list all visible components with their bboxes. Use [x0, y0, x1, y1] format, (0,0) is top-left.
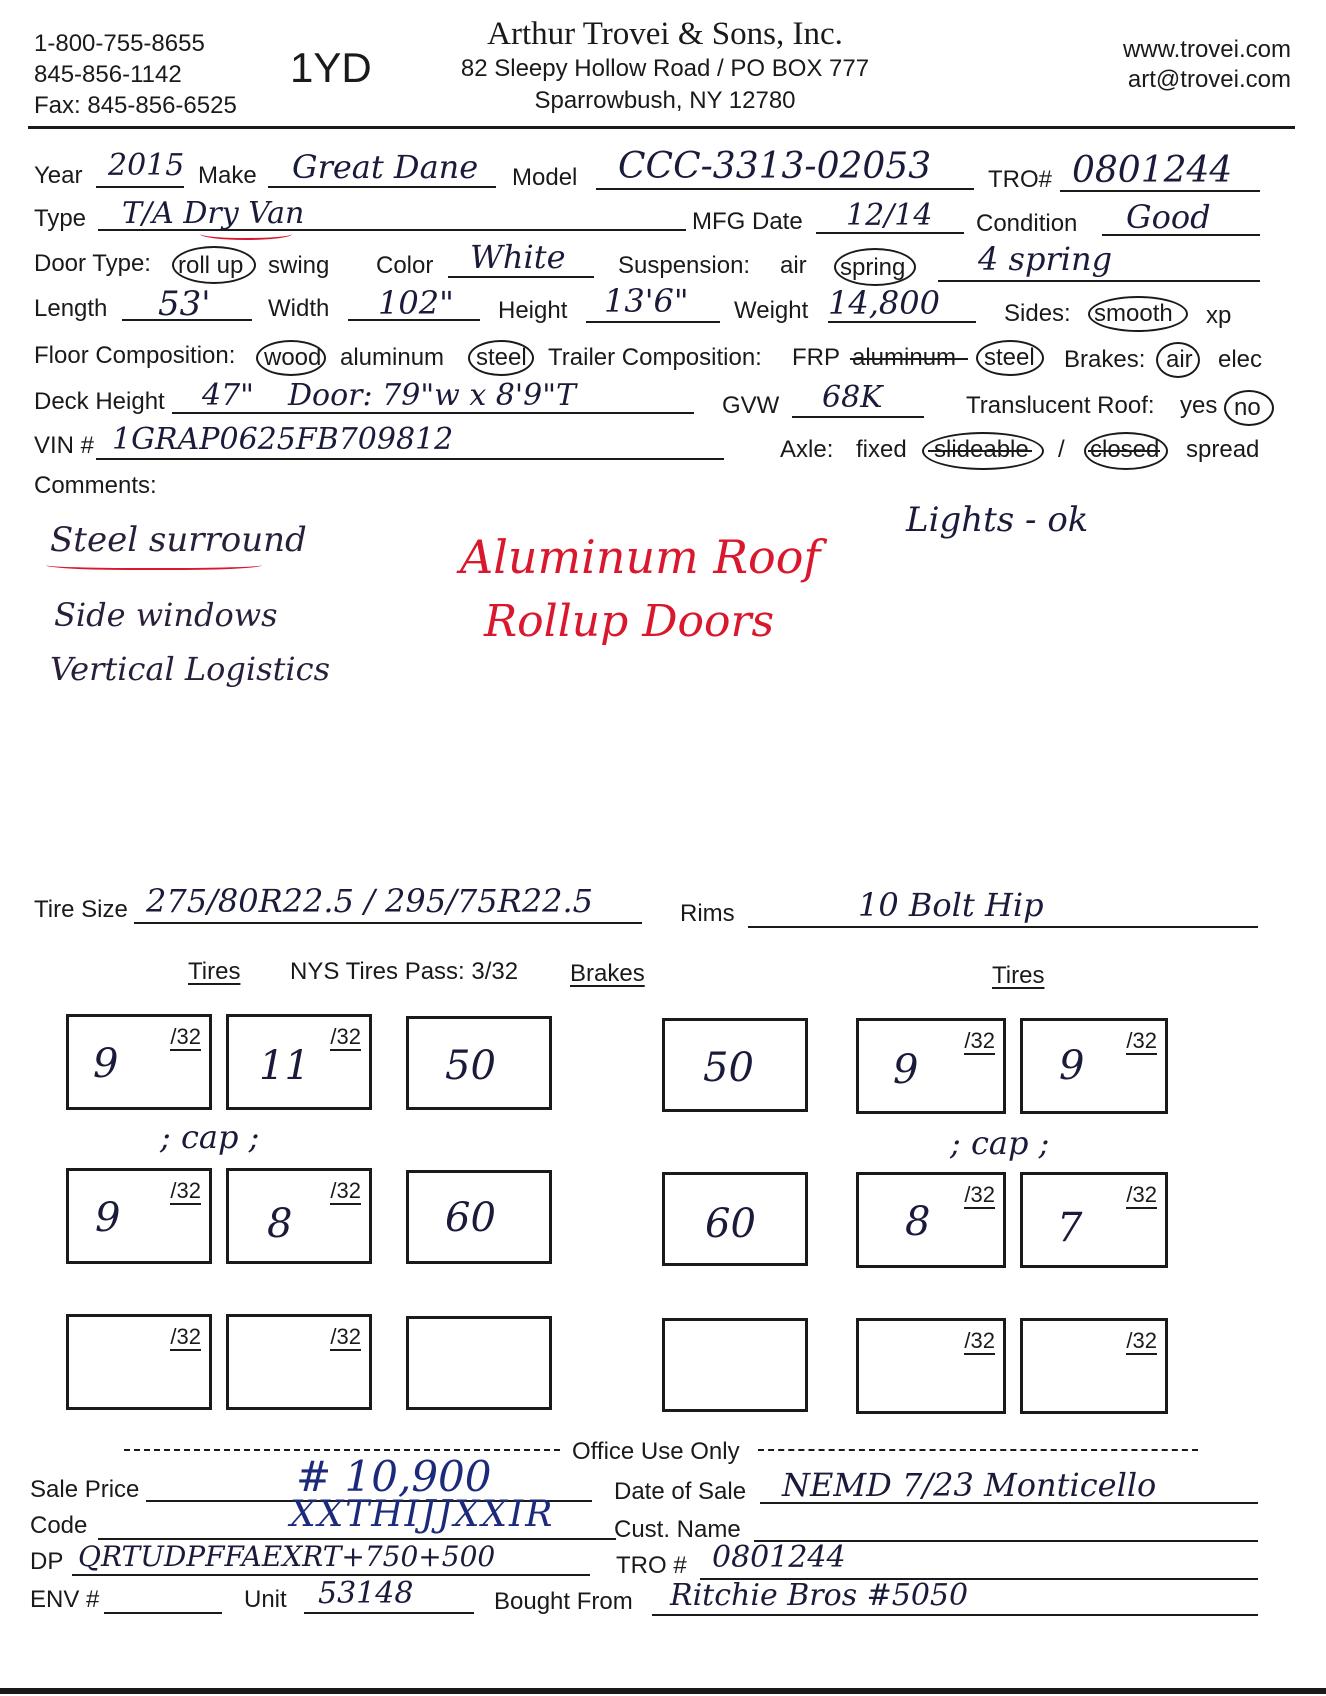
- dp-label: DP: [30, 1548, 64, 1575]
- address-line-1: 82 Sleepy Hollow Road / PO BOX 777: [460, 55, 870, 82]
- brake-box-r3-1: [406, 1316, 552, 1410]
- axle-closed: closed: [1090, 436, 1160, 463]
- tire-box-r2-4: /32 7: [1020, 1172, 1168, 1268]
- tire-box-r3-4: /32: [1020, 1318, 1168, 1414]
- brakes-air: air: [1166, 346, 1193, 373]
- deck-height-label: Deck Height: [34, 388, 165, 415]
- suspension-label: Suspension:: [618, 252, 751, 279]
- tire-box-r2-1: /32 9: [66, 1168, 212, 1264]
- floor-wood: wood: [264, 344, 322, 371]
- comment-line-3: Vertical Logistics: [50, 650, 330, 688]
- tro-2-value: 0801244: [712, 1540, 846, 1575]
- bought-from-value: Ritchie Bros #5050: [670, 1578, 969, 1613]
- code-label: Code: [30, 1512, 88, 1539]
- floor-wood-circle: [256, 340, 326, 376]
- translucent-roof-label: Translucent Roof:: [966, 392, 1155, 419]
- trailer-steel-circle: [976, 340, 1044, 376]
- length-label: Length: [34, 295, 108, 322]
- gvw-value: 68K: [822, 380, 883, 415]
- axle-closed-strike: [1088, 450, 1160, 452]
- tro-value: 0801244: [1072, 150, 1233, 191]
- lot-code: 1YD: [290, 44, 372, 91]
- brakes-label: Brakes:: [1064, 346, 1146, 373]
- comment-line-1-underline: [46, 558, 262, 570]
- comments-label: Comments:: [34, 472, 157, 499]
- axle-fixed: fixed: [856, 436, 907, 463]
- axle-slideable: slideable: [934, 436, 1029, 463]
- header: [0, 0, 1326, 130]
- dp-value: QRTUDPFFAEXRT+750+500: [78, 1540, 496, 1573]
- office-dash-left: [124, 1449, 560, 1451]
- address-line-2: Sparrowbush, NY 12780: [534, 87, 796, 114]
- date-of-sale-value: NEMD 7/23 Monticello: [782, 1466, 1157, 1504]
- vin-value: 1GRAP0625FB709812: [112, 422, 454, 457]
- rims-label: Rims: [680, 900, 735, 927]
- brake-box-r1-1: 50: [406, 1016, 552, 1110]
- brakes-air-circle: [1156, 342, 1200, 378]
- type-label: Type: [34, 205, 87, 232]
- brake-box-r1-2: 50: [662, 1018, 808, 1112]
- cap-note-right: ; cap ;: [950, 1124, 1050, 1162]
- type-value: T/A Dry Van: [122, 196, 305, 231]
- suspension-air: air: [780, 252, 807, 279]
- color-label: Color: [376, 252, 434, 279]
- year-value: 2015: [108, 148, 185, 183]
- mfg-date-value: 12/14: [846, 198, 933, 233]
- year-label: Year: [34, 162, 83, 189]
- comment-lights: Lights - ok: [906, 500, 1089, 540]
- weight-value: 14,800: [828, 284, 940, 322]
- trailer-aluminum-strike: [850, 358, 968, 360]
- roof-no-circle: [1224, 390, 1274, 426]
- fax: Fax: 845-856-6525: [34, 92, 237, 119]
- floor-steel: steel: [476, 344, 527, 371]
- roof-no: no: [1234, 394, 1261, 421]
- length-value: 53': [158, 284, 211, 324]
- nys-pass-note: NYS Tires Pass: 3/32: [290, 958, 519, 985]
- axle-slash: /: [1058, 436, 1065, 463]
- condition-label: Condition: [976, 210, 1078, 237]
- tire-box-r2-3: /32 8: [856, 1172, 1006, 1268]
- mfg-date-label: MFG Date: [692, 208, 803, 235]
- trailer-aluminum: aluminum: [852, 344, 957, 371]
- floor-aluminum: aluminum: [340, 344, 445, 371]
- sale-price-value: # 10,900: [296, 1452, 492, 1501]
- width-label: Width: [268, 295, 330, 322]
- phone-1: 1-800-755-8655: [34, 30, 205, 57]
- door-roll-up-circle: [172, 246, 256, 284]
- brakes-heading: Brakes: [570, 960, 645, 987]
- tire-box-r3-1: /32: [66, 1314, 212, 1410]
- weight-label: Weight: [734, 297, 809, 324]
- cust-name-label: Cust. Name: [614, 1516, 741, 1543]
- brake-box-r2-1: 60: [406, 1170, 552, 1264]
- make-label: Make: [198, 162, 257, 189]
- tire-size-value: 275/80R22.5 / 295/75R22.5: [146, 882, 593, 920]
- tire-box-r3-3: /32: [856, 1318, 1006, 1414]
- model-value: CCC-3313-02053: [618, 146, 932, 187]
- tires-heading-left: Tires: [188, 958, 241, 985]
- brake-box-r2-2: 60: [662, 1172, 808, 1266]
- floor-steel-circle: [468, 340, 534, 376]
- unit-value: 53148: [318, 1576, 414, 1611]
- trailer-comp-label: Trailer Composition:: [548, 344, 762, 371]
- trailer-frp: FRP: [792, 344, 840, 371]
- brake-box-r3-2: [662, 1318, 808, 1412]
- vin-label: VIN #: [34, 432, 95, 459]
- gvw-label: GVW: [722, 392, 780, 419]
- tire-box-r1-2: /32 11: [226, 1014, 372, 1110]
- height-value: 13'6": [604, 282, 689, 320]
- code-value: XXTHIJJXXIR: [290, 1494, 555, 1535]
- condition-value: Good: [1126, 198, 1211, 236]
- tire-box-r1-3: /32 9: [856, 1018, 1006, 1114]
- tire-box-r3-2: /32: [226, 1314, 372, 1410]
- tire-size-label: Tire Size: [34, 896, 128, 923]
- sides-xp: xp: [1206, 302, 1232, 329]
- tire-box-r2-2: /32 8: [226, 1168, 372, 1264]
- office-use-heading: Office Use Only: [572, 1438, 740, 1465]
- color-value: White: [470, 238, 566, 276]
- floor-comp-label: Floor Composition:: [34, 342, 236, 369]
- company-name: Arthur Trovei & Sons, Inc.: [487, 16, 843, 52]
- header-rule: [28, 126, 1295, 129]
- office-dash-right: [758, 1449, 1198, 1451]
- tires-heading-right: Tires: [992, 962, 1045, 989]
- rims-value: 10 Bolt Hip: [858, 886, 1044, 924]
- height-label: Height: [498, 297, 568, 324]
- comment-line-1: Steel surround: [50, 520, 307, 560]
- bought-from-label: Bought From: [494, 1588, 633, 1615]
- email: art@trovei.com: [1127, 66, 1291, 93]
- sale-price-label: Sale Price: [30, 1476, 140, 1503]
- cap-note-left: ; cap ;: [160, 1118, 260, 1156]
- sides-label: Sides:: [1004, 300, 1071, 327]
- door-roll-up: roll up: [178, 252, 244, 279]
- sides-smooth-circle: [1088, 296, 1188, 332]
- axle-label: Axle:: [780, 436, 834, 463]
- door-swing: swing: [268, 252, 330, 279]
- roof-yes: yes: [1180, 392, 1218, 419]
- tire-box-r1-1: /32 9: [66, 1014, 212, 1110]
- axle-slideable-strike: [928, 450, 1032, 452]
- tro-label: TRO#: [988, 166, 1053, 193]
- comment-line-2: Side windows: [54, 596, 278, 634]
- date-of-sale-label: Date of Sale: [614, 1478, 747, 1505]
- suspension-value: 4 spring: [978, 240, 1113, 278]
- model-label: Model: [512, 164, 578, 191]
- width-value: 102": [378, 284, 454, 322]
- deck-height-value: 47": [202, 378, 254, 413]
- unit-label: Unit: [244, 1586, 287, 1613]
- door-size-value: Door: 79"w x 8'9"T: [288, 378, 577, 413]
- tro-2-label: TRO #: [616, 1552, 687, 1579]
- trailer-steel: steel: [984, 344, 1035, 371]
- phone-2: 845-856-1142: [34, 61, 182, 88]
- make-value: Great Dane: [292, 148, 479, 186]
- type-underline-mark: [200, 228, 292, 240]
- brakes-elec: elec: [1218, 346, 1263, 373]
- comment-red-2: Rollup Doors: [484, 596, 775, 647]
- door-type-label: Door Type:: [34, 250, 151, 277]
- tire-box-r1-4: /32 9: [1020, 1018, 1168, 1114]
- env-label: ENV #: [30, 1586, 100, 1613]
- comment-red-1: Aluminum Roof: [460, 530, 821, 584]
- bottom-edge: [0, 1688, 1326, 1694]
- axle-spread: spread: [1186, 436, 1260, 463]
- sides-smooth: smooth: [1094, 300, 1173, 327]
- suspension-spring: spring: [840, 254, 906, 281]
- suspension-spring-circle: [834, 248, 916, 286]
- website: www.trovei.com: [1122, 36, 1291, 63]
